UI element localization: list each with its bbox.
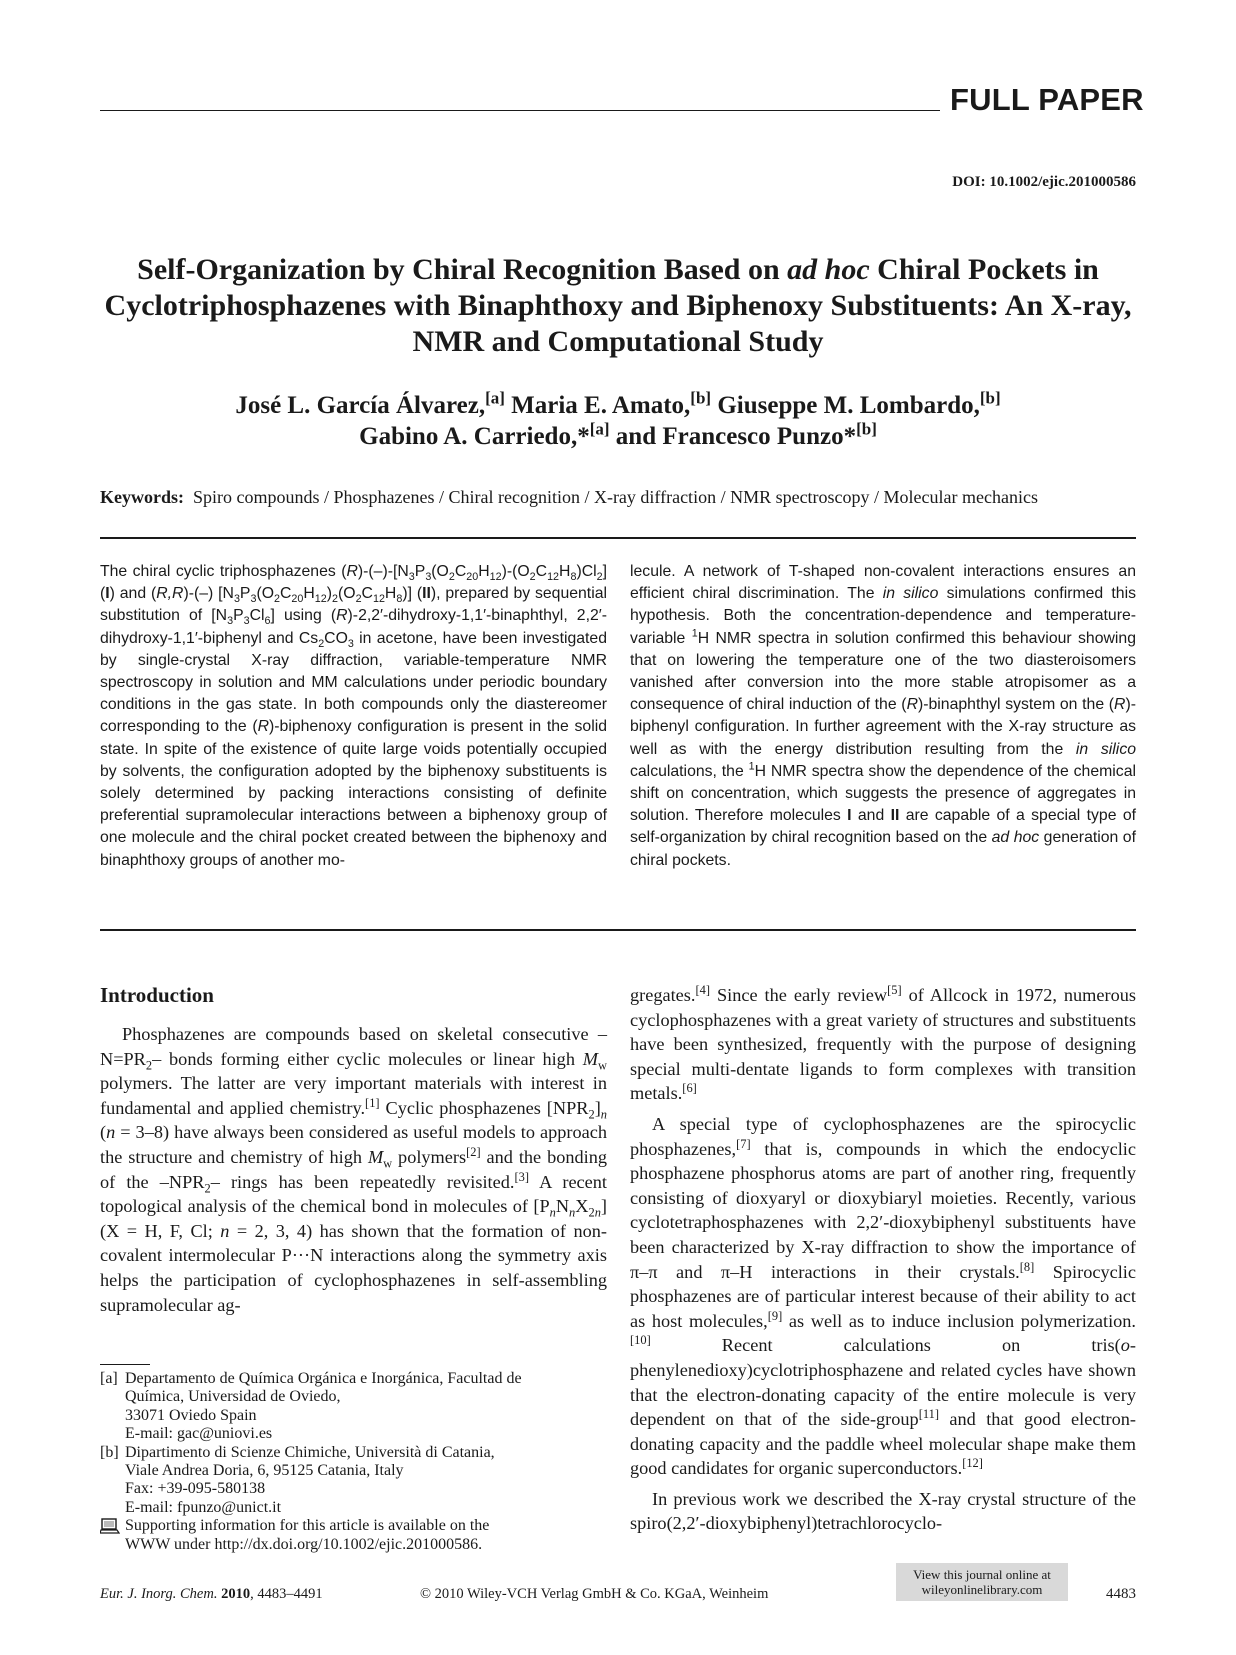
- footnote-a: [a] Departamento de Química Orgánica e Inorgánica, Facultad de Química, Universidad de Oviedo, 33071 Oviedo Spain E-mail: gac@uniovi.es: [100, 1370, 522, 1443]
- journal-citation: Eur. J. Inorg. Chem. 2010, 4483–4491: [100, 1586, 323, 1602]
- author-name: José L. García Álvarez,: [235, 392, 486, 419]
- email-link[interactable]: E-mail: gac@uniovi.es: [125, 1425, 273, 1443]
- keywords-text: Spiro compounds / Phosphazenes / Chiral recognition / X-ray diffraction / NMR spectroscopy / Molecular mechanics: [193, 487, 1038, 507]
- footnote-b: [b] Dipartimento di Scienze Chimiche, Università di Catania, Viale Andrea Doria, 6, 95125 Catania, Italy Fax: +39-095-580138 E-mail: fpunzo@unict.it: [100, 1443, 495, 1516]
- author-name: and Francesco Punzo*: [609, 423, 857, 450]
- section-heading: Introduction: [100, 983, 214, 1007]
- section-label: FULL PAPER: [950, 82, 1144, 117]
- abstract-bottom-rule: [100, 929, 1136, 931]
- supporting-info-link[interactable]: WWW under http://dx.doi.org/10.1002/ejic.201000586.: [125, 1535, 483, 1553]
- footnotes: [100, 1370, 607, 1554]
- abstract-col-1: The chiral cyclic triphosphazenes $(R)-(-)-[N_3P_3(O_2C_{20}H_{12})-(O_2C_{12}H_8)Cl_2]$ (I) and (R,R)-(–) $[N_3P_3(O_2C_{20}H_{12})_2(O_2C_{12}H_8)]$ (II), prepared by sequential substitution of $[N_3P_3Cl_6]$ using (R)-2,2′-dihydroxy-1,1′-binaphthyl, 2,2′-dihydroxy-1,1′-biphenyl and $Cs_2CO_3$ in acetone, have been investigated by single-crystal X-ray diffraction, variable-temperature NMR spectroscopy in solution and MM calculations under periodic boundary conditions in the gas state. In both compounds only the diastereomer corresponding to the (R)-biphenoxy configuration is present in the solid state. In spite of the existence of quite large voids potentially occupied by solvents, the configuration adopted by the biphenoxy substituents is solely determined by packing interactions consisting of definite preferential supramolecular interactions between a biphenoxy group of one molecule and the chiral pocket created between the biphenoxy and binaphthoxy groups of another mo-: [100, 563, 608, 869]
- abstract-top-rule: [100, 537, 1136, 539]
- journal-online-badge[interactable]: View this journal online at wileyonlinelibrary.com: [896, 1563, 1068, 1601]
- email-link[interactable]: E-mail: fpunzo@unict.it: [125, 1498, 282, 1516]
- header-rule: [100, 110, 940, 111]
- supporting-info: Supporting information for this article is available on the WWW under http://dx.doi.org/10.1002/ejic.201000586.: [100, 1517, 607, 1554]
- doi[interactable]: DOI: 10.1002/ejic.201000586: [952, 174, 1136, 190]
- author-list: José L. García Álvarez,[a] Maria E. Amato,[b] Giuseppe M. Lombardo,[b] Gabino A. Carriedo,*[a] and Francesco Punzo*[b]: [235, 388, 1001, 450]
- author-name: Giuseppe M. Lombardo,: [711, 392, 980, 419]
- author-name: Maria E. Amato,: [504, 392, 691, 419]
- footnote-rule: [100, 1364, 150, 1365]
- copyright: © 2010 Wiley-VCH Verlag GmbH & Co. KGaA, Weinheim: [420, 1586, 769, 1602]
- intro-col-1: Phosphazenes are compounds based on skeletal consecutive $-N=PR_2-$ bonds forming either cyclic molecules or linear high $M_w$ polymers. The latter are very important materials with interest in fundamental and applied chemistry.[1] Cyclic phosphazenes $[NPR_2]_n$ (n = 3–8) have always been considered as useful models to approach the structure and chemistry of high $M_w$ polymers[2] and the bonding of the $-NPR_2-$ rings has been repeatedly revisited.[3] A recent topological analysis of the chemical bond in molecules of $[P_nN_nX_{2n}] (X = H$, F, Cl; n = 2, 3, 4) has shown that the formation of non-covalent intermolecular P···N interactions along the symmetry axis helps the participation of cyclophosphazenes in self-assembling supramolecular ag-: [100, 1024, 608, 1315]
- article-title: Self-Organization by Chiral Recognition Based on ad hoc Chiral Pockets in Cyclotriphosphazenes with Binaphthoxy and Biphenoxy Substituents: An X-ray, NMR and Computational Study: [104, 253, 1132, 358]
- computer-icon: [100, 1517, 125, 1554]
- page-number: 4483: [1106, 1586, 1136, 1602]
- author-name: Gabino A. Carriedo,*: [359, 423, 590, 450]
- keywords-label: Keywords:: [100, 487, 184, 507]
- intro-col-2: gregates.[4] Since the early review[5] of Allcock in 1972, numerous cyclophosphazenes with a great variety of structures and substituents have been synthesized, frequently with the purpose of designing special multi-dentate ligands to form complexes with transition metals.[6] A special type of cyclophosphazenes are the spirocyclic phosphazenes,[7] that is, compounds in which the endocyclic phosphazene phosphorus atoms are part of another ring, frequently consisting of dioxyaryl or dioxybiaryl moieties. Recently, various cyclotetraphosphazenes with 2,2′-dioxybiphenyl substituents have been characterized by X-ray diffraction to show the importance of π–π and π–H interactions in their crystals.[8] Spirocyclic phosphazenes are of particular interest because of their ability to act as host molecules,[9] as well as to induce inclusion polymerization.[10] Recent calculations on tris(o-phenylenedioxy)cyclotriphosphazene and related cycles have shown that the electron-donating capacity of the entire molecule is very dependent on that of the side-group[11] and that good electron-donating capacity and the paddle wheel molecular shape make them good candidates for organic superconductors.[12] In previous work we described the X-ray crystal structure of the spiro(2,2′-dioxybiphenyl)tetrachlorocyclo-: [630, 982, 1137, 1534]
- keywords: [100, 485, 1136, 509]
- abstract-col-2: lecule. A network of T-shaped non-covalent interactions ensures an efficient chiral discrimination. The in silico simulations confirmed this hypothesis. Both the concentration-dependence and temperature-variable $^1$H NMR spectra in solution confirmed this behaviour showing that on lowering the temperature one of the two diasteroisomers vanished after conversion into the more stable atropisomer as a consequence of chiral induction of the (R)-binaphthyl system on the (R)-biphenyl configuration. In further agreement with the X-ray structure as well as with the energy distribution resulting from the in silico calculations, the $^1$H NMR spectra show the dependence of the chemical shift on concentration, which suggests the presence of aggregates in solution. Therefore molecules I and II are capable of a special type of self-organization by chiral recognition based on the ad hoc generation of chiral pockets.: [630, 563, 1137, 869]
